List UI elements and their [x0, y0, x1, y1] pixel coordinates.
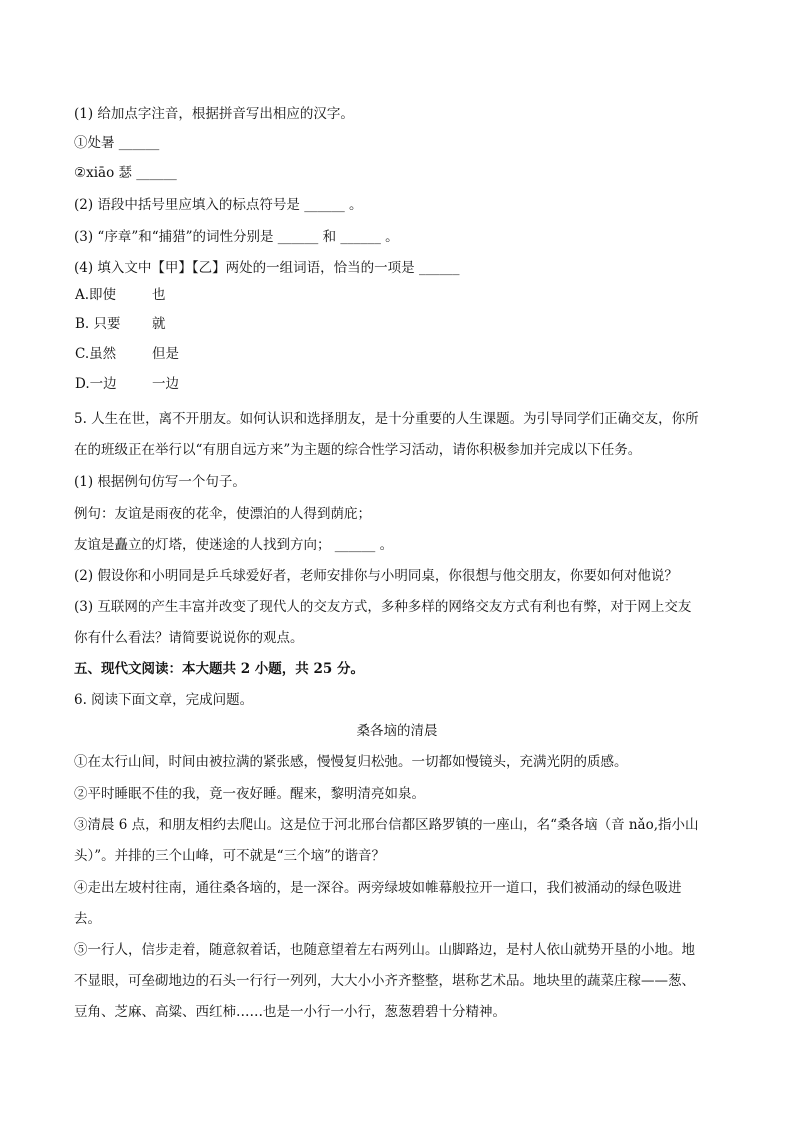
option-d-label: D.一边: [75, 376, 117, 392]
option-c-label: C.虽然: [75, 346, 117, 362]
q4-sub4: (4) 填入文中【甲】【乙】两处的一组词语，恰当的一项是 ______: [74, 260, 460, 276]
q5-sub1: (1) 根据例句仿写一个句子。: [74, 474, 246, 490]
q5-sub2: (2) 假设你和小明同是乒乓球爱好者，老师安排你与小明同桌，你很想与他交朋友，你要如何对他说？: [74, 568, 678, 584]
paragraph-3-line1: ③清晨 6 点，和朋友相约去爬山。这是位于河北邢台信都区路罗镇的一座山，名“桑各垴（音 nǎo,指小山: [74, 817, 699, 833]
section-heading: 五、现代文阅读：本大题共 2 小题，共 25 分。: [74, 661, 364, 677]
paragraph-4-line2: 去。: [74, 911, 101, 927]
paragraph-5-line3: 豆角、芝麻、高粱、西红柿……也是一小行一小行，葱葱碧碧十分精神。: [74, 1004, 506, 1020]
q4-sub1-b: ②xiāo 瑟 ______: [74, 165, 177, 181]
article-title: 桑各垴的清晨: [356, 723, 438, 739]
q4-sub1-a: ①处暑 ______: [74, 135, 160, 151]
paragraph-5-line2: 不显眼，可垒砌地边的石头一行行一列列，大大小小齐齐整整，堪称艺术品。地块里的蔬菜庄稼——葱、: [74, 973, 695, 989]
q4-sub2: (2) 语段中括号里应填入的标点符号是 ______ 。: [74, 197, 363, 213]
q4-sub1: (1) 给加点字注音，根据拼音写出相应的汉字。: [74, 106, 354, 122]
paragraph-4-line1: ④走出左坡村往南，通往桑各垴的，是一深谷。两旁绿坡如帷幕般拉开一道口，我们被涌动的绿色吸进: [74, 880, 682, 896]
q5-sub3-line1: (3) 互联网的产生丰富并改变了现代人的交友方式，多种多样的网络交友方式有利也有弊，对于网上交友: [74, 599, 692, 615]
option-c-word: 但是: [152, 346, 179, 362]
q5-sub3-line2: 你有什么看法？请简要说说你的观点。: [74, 630, 304, 646]
q5-intro-line1: 5. 人生在世，离不开朋友。如何认识和选择朋友，是十分重要的人生课题。为引导同学们正确交友，你所: [74, 411, 699, 427]
option-a-word: 也: [152, 287, 166, 303]
option-d-word: 一边: [152, 376, 179, 392]
option-b-word: 就: [152, 316, 166, 332]
q5-answer-line: 友谊是矗立的灯塔，使迷途的人找到方向； ______ 。: [74, 537, 394, 553]
paragraph-1: ①在太行山间，时间由被拉满的紧张感，慢慢复归松弛。一切都如慢镜头，充满光阴的质感。: [74, 754, 628, 770]
paragraph-2: ②平时睡眠不佳的我，竟一夜好睡。醒来，黎明清亮如泉。: [74, 786, 425, 802]
option-a-label: A.即使: [75, 287, 117, 303]
q6-intro: 6. 阅读下面文章，完成问题。: [74, 692, 254, 708]
paragraph-5-line1: ⑤一行人，信步走着，随意叙着话，也随意望着左右两列山。山脚路边，是村人依山就势开垦的小地。地: [74, 942, 695, 958]
q4-sub3: (3) “序章”和“捕猎”的词性分别是 ______ 和 ______ 。: [74, 229, 399, 245]
paragraph-3-line2: 头）”。并排的三个山峰，可不就是“三个垴”的谐音？: [74, 848, 385, 864]
q5-example: 例句：友谊是雨夜的花伞，使漂泊的人得到荫庇；: [74, 506, 371, 522]
q5-intro-line2: 在的班级正在举行以“有朋自远方来”为主题的综合性学习活动，请你积极参加并完成以下任务。: [74, 442, 642, 458]
option-b-label: B. 只要: [75, 316, 121, 332]
